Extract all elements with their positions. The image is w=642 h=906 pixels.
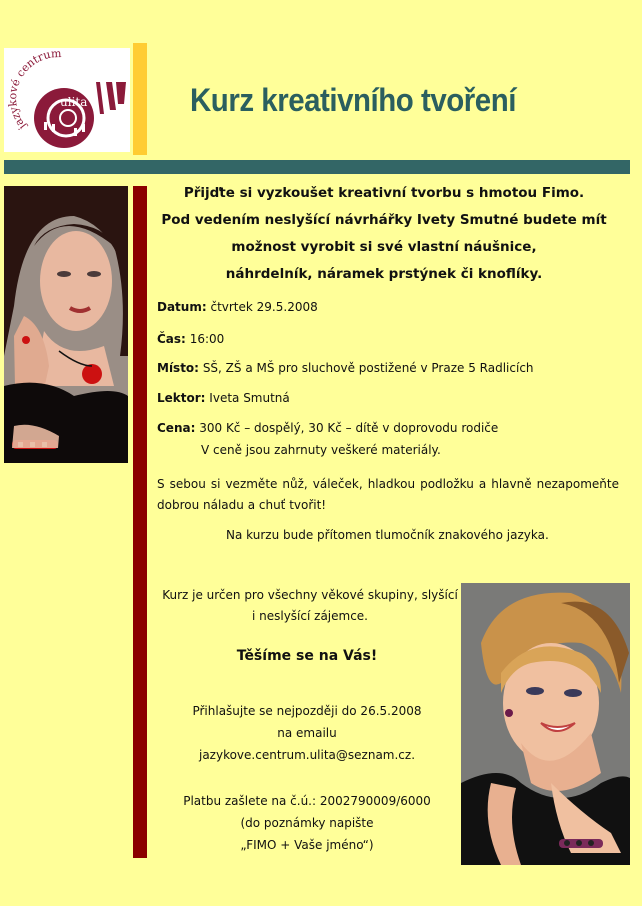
- intro-line: náhrdelník, náramek prstýnek či knoflíky.: [225, 266, 543, 282]
- welcome-text: Těšíme se na Vás!: [236, 648, 378, 664]
- date-value: čtvrtek 29.5.2008: [210, 300, 318, 314]
- payment-line: (do poznámky napište: [240, 816, 374, 830]
- logo-arc-text: jazykové centrum: [6, 48, 62, 133]
- logo-name: ulita: [60, 95, 88, 109]
- lector-value: Iveta Smutná: [209, 391, 290, 405]
- target-audience: [152, 585, 468, 627]
- place-value: SŠ, ZŠ a MŠ pro sluchově postižené v Praze 5 Radlicích: [202, 361, 534, 375]
- photo-participant: [461, 583, 630, 865]
- registration-email[interactable]: jazykove.centrum.ulita@seznam.cz.: [198, 748, 416, 762]
- intro-line: Přijďte si vyzkoušet kreativní tvorbu s hmotou Fimo.: [183, 185, 585, 201]
- lector-row: [157, 391, 290, 405]
- registration-line: Přihlašujte se nejpozději do 26.5.2008: [192, 704, 422, 718]
- date-label: Datum:: [157, 300, 207, 314]
- side-bar-red: [133, 186, 147, 858]
- place-row: [157, 361, 534, 375]
- photo-lector: [4, 186, 128, 463]
- header-divider: [4, 160, 630, 174]
- logo: [4, 48, 130, 152]
- payment-line: „FIMO + Vaše jméno“): [240, 838, 374, 852]
- target-line: i neslyšící zájemce.: [251, 609, 368, 623]
- price-label: Cena:: [157, 421, 196, 435]
- interpreter-text: Na kurzu bude přítomen tlumočník znakového jazyka.: [226, 528, 549, 542]
- accent-bar-yellow: [133, 43, 147, 155]
- intro-line: možnost vyrobit si své vlastní náušnice,: [231, 239, 537, 255]
- registration-info: [152, 700, 462, 766]
- price-row: [157, 421, 498, 435]
- target-line: Kurz je určen pro všechny věkové skupiny, slyšící: [162, 588, 458, 602]
- bring-text: S sebou si vezměte nůž, váleček, hladkou podložku a hlavně nezapomeňte dobrou náladu a chuť tvořit!: [157, 477, 619, 512]
- lector-label: Lektor:: [157, 391, 206, 405]
- intro-text: [158, 180, 610, 288]
- time-value: 16:00: [189, 332, 225, 346]
- time-label: Čas:: [157, 332, 186, 346]
- logo-graphic: [4, 48, 130, 152]
- payment-info: [152, 790, 462, 856]
- date-row: [157, 300, 318, 314]
- payment-line: Platbu zašlete na č.ú.: 2002790009/6000: [183, 794, 431, 808]
- page-title: Kurz kreativního tvoření: [190, 82, 516, 118]
- price-note: V ceně jsou zahrnuty veškeré materiály.: [201, 443, 441, 457]
- time-row: [157, 332, 224, 346]
- price-value: 300 Kč – dospělý, 30 Kč – dítě v doprovodu rodiče: [199, 421, 499, 435]
- intro-line: Pod vedením neslyšící návrhářky Ivety Smutné budete mít: [161, 212, 607, 228]
- place-label: Místo:: [157, 361, 199, 375]
- registration-line: na emailu: [277, 726, 337, 740]
